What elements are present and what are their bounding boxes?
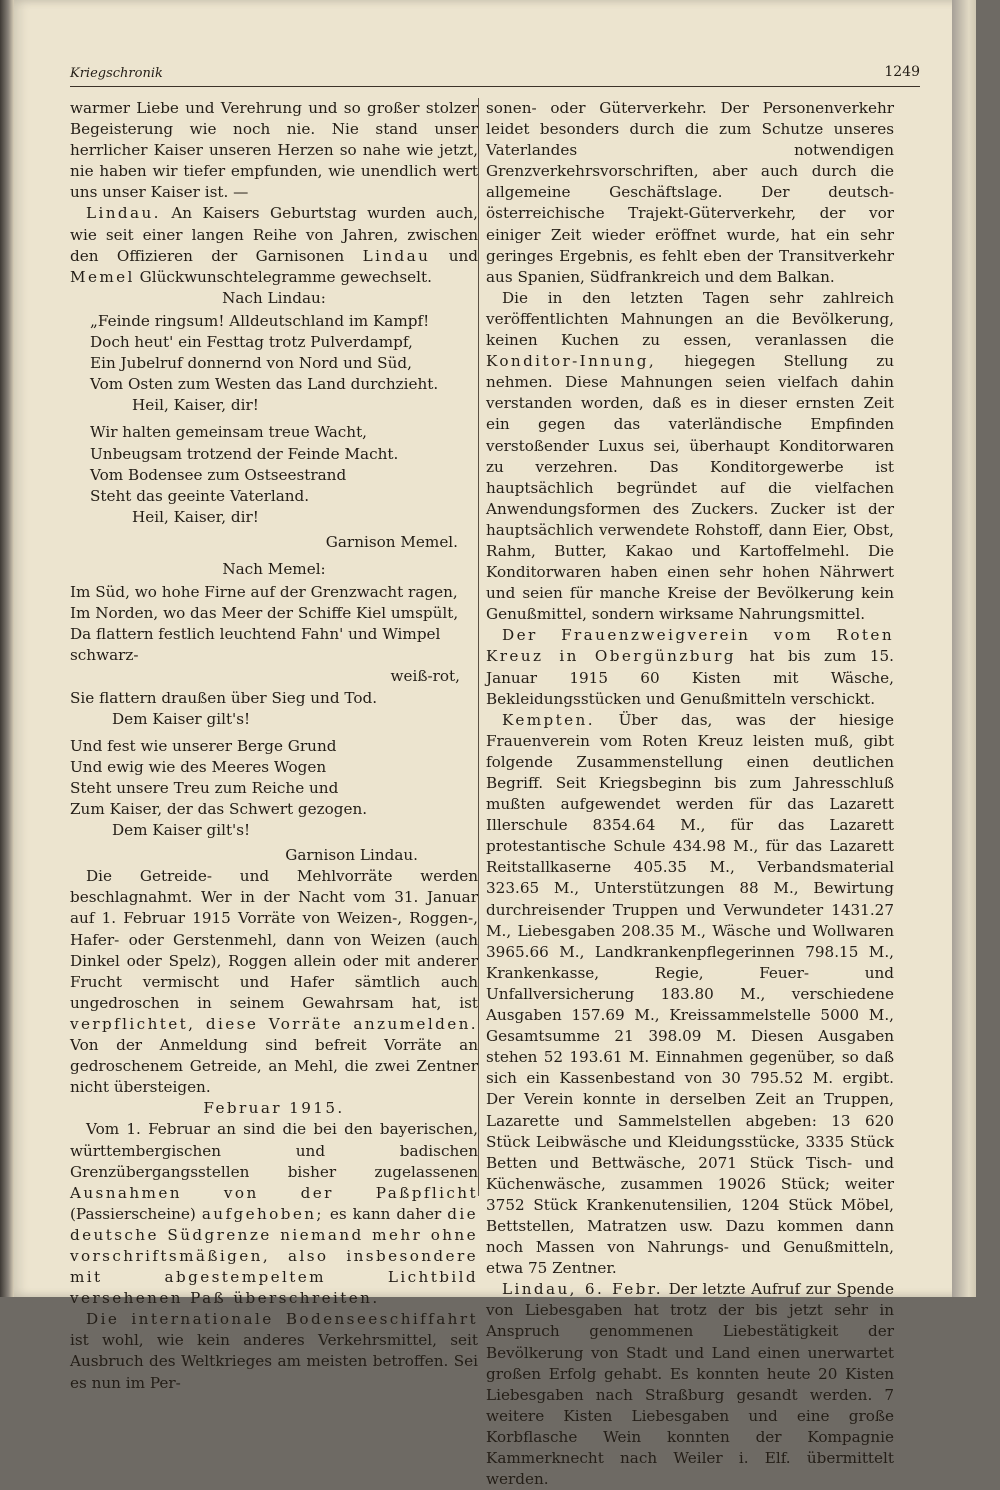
column-rule xyxy=(478,98,479,1196)
kuchen-spaced: Konditor-Innung, xyxy=(486,352,657,371)
poem1 xyxy=(90,311,478,528)
poem1-line: Unbeugsam trotzend der Feinde Macht. xyxy=(90,444,399,463)
poem2-line: Im Norden, wo das Meer der Schiffe Kiel umspült, xyxy=(70,604,459,623)
getreide-paragraph xyxy=(70,866,478,1098)
month-heading: Februar 1915. xyxy=(203,1099,345,1118)
und-word: und xyxy=(448,246,479,265)
poem1-line: Vom Bodensee zum Ostseestrand xyxy=(90,465,347,484)
frauenverein-paragraph xyxy=(486,625,894,709)
running-header xyxy=(70,62,920,87)
lindau-lead: Lindau. xyxy=(86,204,161,223)
lindau2-body: Der letzte Aufruf zur Spende von Liebesgaben hat trotz der bis jetzt sehr in Anspruch genommenen Liebestätigkeit der Bevölkerung von Stadt und Land einen unerwartet großen Erfolg gehabt. Es konnten heute 20 Kisten Liebesgaben nach Straßburg gesandt werden. 7 weitere Kisten Liebesgaben und eine große Korbflasche Wein konnten der Kompagnie Kammerknecht nach Weiler i. Elf. übermittelt werden. xyxy=(486,1280,894,1489)
poem2-line: Sie flattern draußen über Sieg und Tod. xyxy=(70,688,378,707)
kuchen-end: hiegegen Stellung zu nehmen. Diese Mahnungen seien vielfach dahin verstanden worden, daß es in dieser ernsten Zeit ein gegen das vaterländische Empfinden verstoßender Luxus sei, überhaupt Konditorwaren zu verzehren. Das Konditorgewerbe ist hauptsächlich begründet auf die vielfachen Anwendungsformen des Zuckers. Zucker ist der hauptsächlich verwendete Rohstoff, dann Eier, Obst, Rahm, Butter, Kakao und Kartoffelmehl. Die Konditorwaren haben einen sehr hohen Nährwert und seien für manche Kreise der Bevölkerung kein Genußmittel, sondern wirksame Nahrungsmittel. xyxy=(486,352,895,624)
kuchen-paragraph xyxy=(486,288,894,626)
getreide-end: Von der Anmeldung sind befreit Vorräte an gedroschenem Getreide, an Mehl, die zwei Zentner nicht übersteigen. xyxy=(70,1036,478,1097)
poem1-line: Steht das geeinte Vaterland. xyxy=(90,486,310,505)
lindau-february-paragraph xyxy=(486,1279,894,1490)
intro-paragraph: warmer Liebe und Verehrung und so großer stolzer Begeisterung wie noch nie. Nie stand unser herrlicher Kaiser unseren Herzen so nahe wie jetzt, nie haben wir tiefer empfunden, wie unendlich wert uns unser Kaiser ist. — xyxy=(70,99,478,202)
left-column xyxy=(70,98,479,1392)
frauen-end: hat bis zum 15. Januar 1915 60 Kisten mit Wäsche, Bekleidungsstücken und Genußmitteln verschickt. xyxy=(486,647,895,708)
poem1-line: Wir halten gemeinsam treue Wacht, xyxy=(90,423,368,442)
book-spine xyxy=(0,0,14,1297)
poem1-heading: Nach Lindau: xyxy=(222,288,326,307)
lindau2-spaced: Lindau, 6. Febr. xyxy=(502,1280,663,1299)
poem1-line: Ein Jubelruf donnernd von Nord und Süd, xyxy=(90,354,412,373)
right-column xyxy=(486,98,895,1489)
lindau-end: Glückwunschtelegramme gewechselt. xyxy=(139,267,432,286)
verkehr-continuation: sonen- oder Güterverkehr. Der Personenverkehr leidet besonders durch die zum Schutze unseres Vaterlandes notwendigen Grenzverkehrsvorschriften, aber auch durch die allgemeine Geschäftslage. Der deutsch-österreichische Trajekt-Güterverkehr, der vor einiger Zeit wieder eröffnet wurde, hat ein sehr geringes Ergebnis, es fehlt eben der Transitverkehr aus Spanien, Südfrankreich und dem Balkan. xyxy=(486,99,894,286)
header-title: Kriegschronik xyxy=(70,66,163,81)
poem2-refrain: Dem Kaiser gilt's! xyxy=(112,709,251,728)
kempten-spaced: Kempten. xyxy=(502,710,595,729)
getreide-start: Die Getreide- und Mehlvorräte werden beschlagnahmt. Wer in der Nacht vom 31. Januar auf 1. Februar 1915 Vorräte von Weizen-, Roggen-, Hafer- oder Gerstenmehl, dann von Weizen (auch Dinkel oder Spelz), Roggen allein oder mit anderer Frucht vermischt und Hafer sämtlich auch ungedroschen in seinem Gewahrsam hat, ist xyxy=(70,867,478,1012)
page-number: 1249 xyxy=(884,64,920,80)
february-paragraph xyxy=(70,1119,478,1309)
bodensee-rest: ist wohl, wie kein anderes Verkehrsmittel, seit Ausbruch des Weltkrieges am meisten betroffen. Sei es nun im Per- xyxy=(70,1331,478,1392)
feb-spaced-3: die deutsche Südgrenze niemand mehr ohne vorschriftsmäßigen, also insbesondere mit abgestempeltem Lichtbild versehenen Paß überschreiten. xyxy=(70,1204,478,1308)
feb-spaced-1: Ausnahmen von der Paßpflicht xyxy=(70,1183,478,1202)
poem2-line: Zum Kaiser, der das Schwert gezogen. xyxy=(70,800,368,818)
feb-spaced-2: aufgehoben; xyxy=(201,1204,324,1223)
poem2-line: Steht unsere Treu zum Reiche und xyxy=(70,778,339,797)
bodensee-paragraph xyxy=(70,1309,478,1393)
kuchen-start: Die in den letzten Tagen sehr zahlreich veröffentlichten Mahnungen an die Bevölkerung, keinen Kuchen zu essen, veranlassen die xyxy=(486,288,894,350)
kempten-body: Über das, was der hiesige Frauenverein vom Roten Kreuz leisten muß, gibt folgende Zusammenstellung einen deutlichen Begriff. Seit Kriegsbeginn bis zum Jahresschluß mußten aufgewendet werden für das Lazarett Illerschule 8354.64 M., für das Lazarett protestantische Schule 434.98 M., für das Lazarett Reitstallkaserne 405.35 M., Verbandsmaterial 323.65 M., Unterstützungen 88 M., Bewirtung durchreisender Truppen und Verwundeter 1431.27 M., Liebesgaben 208.35 M., Wäsche und Wollwaren 3965.66 M., Landkrankenpflegerinnen 798.15 M., Krankenkasse, Regie, Feuer- und Unfallversicherung 183.80 M., verschiedene Ausgaben 157.69 M., Kreissammelstelle 5000 M., Gesamtsumme 21 398.09 M. Diesen Ausgaben stehen 52 193.61 M. Einnahmen gegenüber, so daß sich ein Kassenbestand von 30 795.52 M. ergibt. Der Verein konnte in derselben Zeit an Truppen, Lazarette und Sammelstellen abgeben: 13 620 Stück Leibwäsche und Kleidungsstücke, 3335 Stück Betten und Bettwäsche, 2071 Stück Tisch- und Küchenwäsche, zusammen 19026 Stück; weiter 3752 Stück Krankenutensilien, 1204 Stück Möbel, Bettstellen, Matratzen usw. Dazu kommen dann noch Massen von Nahrungs- und Genußmitteln, etwa 75 Zentner. xyxy=(486,710,895,1278)
feb-start: Vom 1. Februar an sind die bei den bayerischen, württembergischen und badischen Grenzübergangsstellen bisher zugelassenen xyxy=(70,1120,478,1181)
poem1-line: Doch heut' ein Festtag trotz Pulverdampf, xyxy=(90,333,413,352)
poem1-line: „Feinde ringsum! Alldeutschland im Kampf! xyxy=(90,311,430,330)
bodensee-spaced: Die internationale Bodenseeschiffahrt xyxy=(86,1310,478,1329)
poem1-refrain: Heil, Kaiser, dir! xyxy=(132,396,259,415)
poem2-heading: Nach Memel: xyxy=(222,559,326,578)
poem2-signature: Garnison Lindau. xyxy=(285,846,418,865)
getreide-spaced: verpflichtet, diese Vorräte anzumelden. xyxy=(70,1014,478,1033)
poem1-line: Vom Osten zum Westen das Land durchzieht. xyxy=(90,375,439,394)
frauen-spaced: Der Frauenzweigverein vom Roten Kreuz in Obergünzburg xyxy=(486,626,894,666)
poem2-refrain: Dem Kaiser gilt's! xyxy=(112,821,251,840)
poem2-line: Und ewig wie des Meeres Wogen xyxy=(70,757,327,776)
poem1-refrain: Heil, Kaiser, dir! xyxy=(132,507,259,526)
feb-mid-1: (Passierscheine) xyxy=(70,1204,196,1223)
lindau-word: Lindau xyxy=(362,246,431,265)
poem2-line: Und fest wie unserer Berge Grund xyxy=(70,736,337,755)
poem2 xyxy=(70,582,478,841)
lindau-paragraph xyxy=(70,203,478,287)
feb-mid-2: es kann daher xyxy=(329,1204,442,1223)
poem2-line-continuation: weiß-rot, xyxy=(390,667,460,686)
poem2-line: Da flattern festlich leuchtend Fahn' und Wimpel schwarz- xyxy=(70,625,441,665)
poem2-line: Im Süd, wo hohe Firne auf der Grenzwacht ragen, xyxy=(70,583,458,602)
poem1-signature: Garnison Memel. xyxy=(325,532,458,551)
memel-word: Memel xyxy=(70,267,135,286)
lindau-body: An Kaisers Geburtstag wurden auch, wie seit einer langen Reihe von Jahren, zwischen den Offizieren der Garnisonen xyxy=(70,204,478,265)
kempten-paragraph xyxy=(486,710,894,1280)
page-edge xyxy=(952,0,976,1297)
